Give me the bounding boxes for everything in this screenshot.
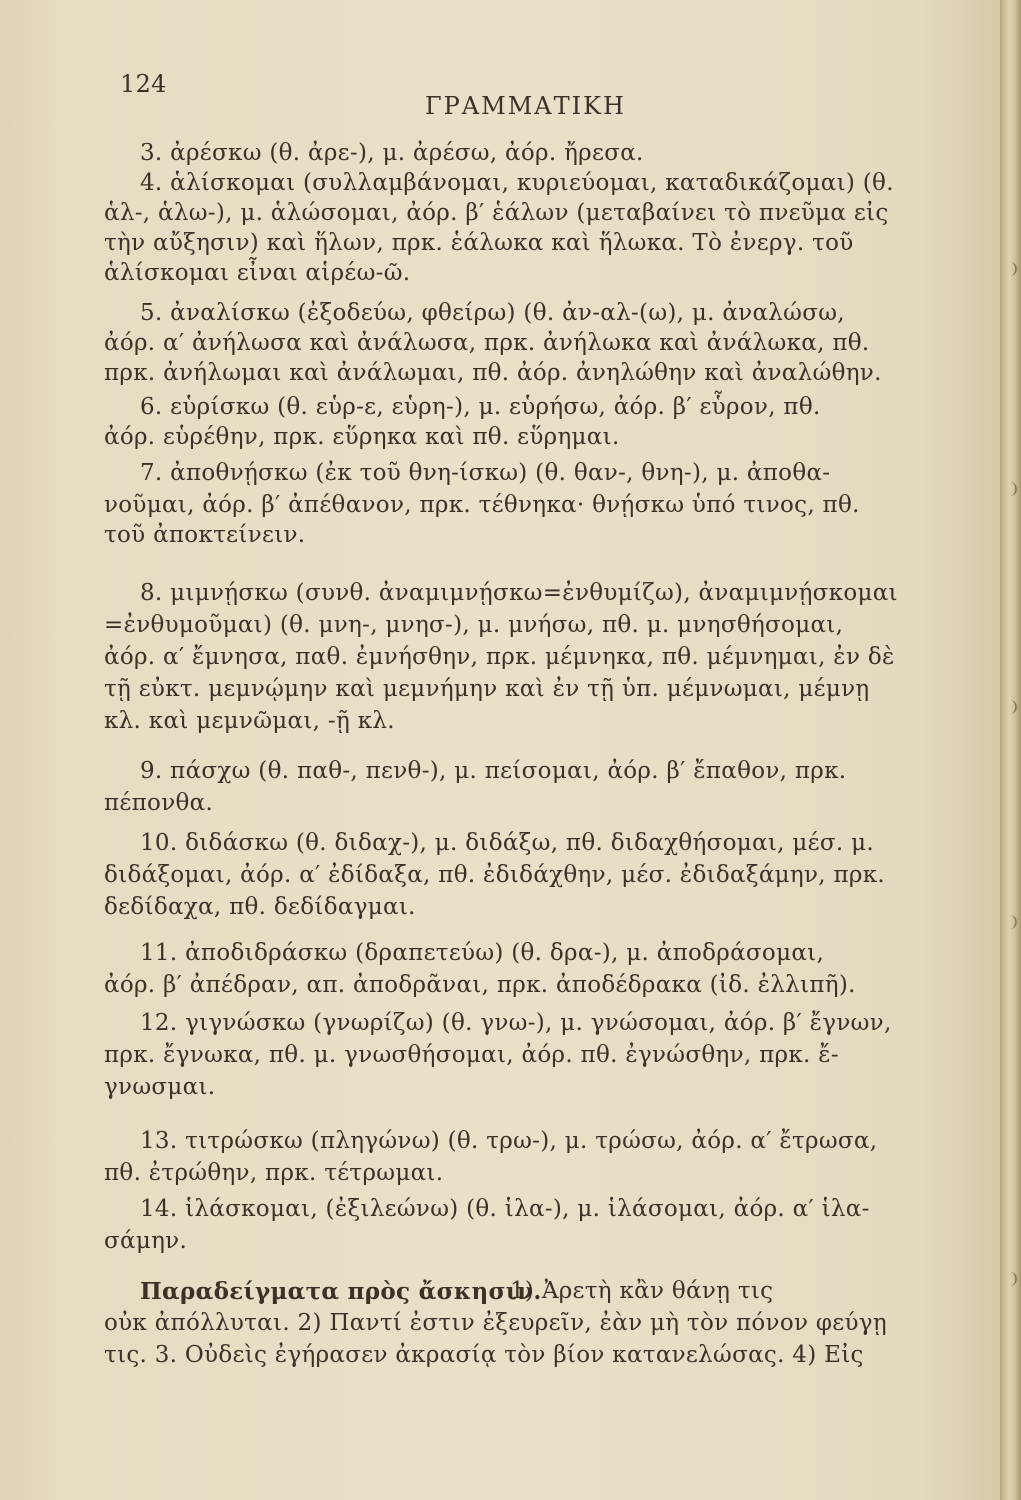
text-line: ἁλίσκομαι εἶναι αἱρέω-ῶ.	[104, 260, 411, 286]
text-line: ἀόρ. β′ ἀπέδραν, απ. ἀποδρᾶναι, πρκ. ἀποδέδρακα (ἰδ. ἐλλιπῆ).	[104, 972, 856, 998]
text-line: 13. τιτρώσκω (πληγώνω) (θ. τρω-), μ. τρώσω, ἀόρ. α′ ἔτρωσα,	[140, 1128, 878, 1154]
text-line: ἀόρ. α′ ἀνήλωσα καὶ ἀνάλωσα, πρκ. ἀνήλωκα καὶ ἀνάλωκα, πθ.	[104, 330, 870, 356]
text-line: πέπονθα.	[104, 790, 214, 816]
text-line: πρκ. ἀνήλωμαι καὶ ἀνάλωμαι, πθ. ἀόρ. ἀνηλώθην καὶ ἀναλώθην.	[104, 360, 882, 386]
text-line: 4. ἁλίσκομαι (συλλαμβάνομαι, κυριεύομαι, καταδικάζομαι) (θ.	[140, 170, 894, 196]
text-line: 12. γιγνώσκω (γνωρίζω) (θ. γνω-), μ. γνώσομαι, ἀόρ. β′ ἔγνων,	[140, 1010, 892, 1036]
text-line: ἀόρ. εὑρέθην, πρκ. εὕρηκα καὶ πθ. εὕρημαι.	[104, 424, 620, 450]
text-line: 10. διδάσκω (θ. διδαχ-), μ. διδάξω, πθ. διδαχθήσομαι, μέσ. μ.	[140, 830, 874, 856]
text-line: 11. ἀποδιδράσκω (δραπετεύω) (θ. δρα-), μ. ἀποδράσομαι,	[140, 940, 825, 966]
edge-mark	[1005, 1272, 1017, 1286]
running-head: ΓΡΑΜΜΑΤΙΚΗ	[425, 92, 626, 120]
text-line: τῇ εὐκτ. μεμνῴμην καὶ μεμνήμην καὶ ἐν τῇ ὑπ. μέμνωμαι, μέμνῃ	[104, 676, 870, 702]
text-line: ἀόρ. α′ ἔμνησα, παθ. ἐμνήσθην, πρκ. μέμνηκα, πθ. μέμνημαι, ἐν δὲ	[104, 644, 895, 670]
edge-mark	[1005, 915, 1017, 929]
text-line: δεδίδαχα, πθ. δεδίδαγμαι.	[104, 894, 416, 920]
text-line: γνωσμαι.	[104, 1074, 216, 1100]
text-line: 9. πάσχω (θ. παθ-, πενθ-), μ. πείσομαι, ἀόρ. β′ ἔπαθον, πρκ.	[140, 758, 847, 784]
text-line: 7. ἀποθνῄσκω (ἐκ τοῦ θνη-ίσκω) (θ. θαν-, θνη-), μ. ἀποθα-	[140, 460, 831, 486]
text-line: ἁλ-, ἁλω-), μ. ἁλώσομαι, ἀόρ. β′ ἑάλων (μεταβαίνει τὸ πνεῦμα εἰς	[104, 200, 889, 226]
page-number: 124	[120, 70, 167, 98]
text-line: 6. εὑρίσκω (θ. εὑρ-ε, εὑρη-), μ. εὑρήσω, ἀόρ. β′ εὗρον, πθ.	[140, 394, 821, 420]
exercise-line: 1) Ἀρετὴ κἂν θάνῃ τις	[510, 1278, 774, 1304]
text-line: πθ. ἐτρώθην, πρκ. τέτρωμαι.	[104, 1160, 444, 1186]
edge-mark	[1005, 262, 1017, 276]
text-line: 14. ἱλάσκομαι, (ἐξιλεώνω) (θ. ἱλα-), μ. ἱλάσομαι, ἀόρ. α′ ἱλα-	[140, 1196, 870, 1222]
text-line: 3. ἀρέσκω (θ. ἀρε-), μ. ἀρέσω, ἀόρ. ἤρεσα.	[140, 140, 644, 166]
text-line: 8. μιμνῄσκω (συνθ. ἀναμιμνῄσκω=ἐνθυμίζω), ἀναμιμνῄσκομαι	[140, 580, 898, 606]
text-line: 5. ἀναλίσκω (ἐξοδεύω, φθείρω) (θ. ἀν-αλ-(ω), μ. ἀναλώσω,	[140, 300, 845, 326]
text-line: πρκ. ἔγνωκα, πθ. μ. γνωσθήσομαι, ἀόρ. πθ. ἐγνώσθην, πρκ. ἔ-	[104, 1042, 839, 1068]
exercise-line: οὐκ ἀπόλλυται. 2) Παντί ἐστιν ἐξευρεῖν, ἐὰν μὴ τὸν πόνον φεύγῃ	[104, 1310, 887, 1336]
text-line: διδάξομαι, ἀόρ. α′ ἐδίδαξα, πθ. ἐδιδάχθην, μέσ. ἐδιδαξάμην, πρκ.	[104, 862, 886, 888]
text-line: τὴν αὔξησιν) καὶ ἥλων, πρκ. ἑάλωκα καὶ ἥλωκα. Τὸ ἐνεργ. τοῦ	[104, 230, 854, 256]
text-line: τοῦ ἀποκτείνειν.	[104, 522, 306, 548]
edge-mark	[1005, 482, 1017, 496]
page-edge	[1000, 0, 1021, 1500]
text-line: κλ. καὶ μεμνῶμαι, -ῇ κλ.	[104, 708, 395, 734]
text-line: =ἐνθυμοῦμαι) (θ. μνη-, μνησ-), μ. μνήσω, πθ. μ. μνησθήσομαι,	[104, 612, 844, 638]
text-line: νοῦμαι, ἀόρ. β′ ἀπέθανον, πρκ. τέθνηκα· θνῄσκω ὑπό τινος, πθ.	[104, 492, 860, 518]
text-line: σάμην.	[104, 1228, 188, 1254]
exercise-line: τις. 3. Οὐδεὶς ἐγήρασεν ἀκρασίᾳ τὸν βίον κατανελώσας. 4) Εἰς	[104, 1342, 864, 1368]
exercise-heading: Παραδείγματα πρὸς ἄσκησιν.	[140, 1278, 542, 1305]
edge-mark	[1005, 700, 1017, 714]
